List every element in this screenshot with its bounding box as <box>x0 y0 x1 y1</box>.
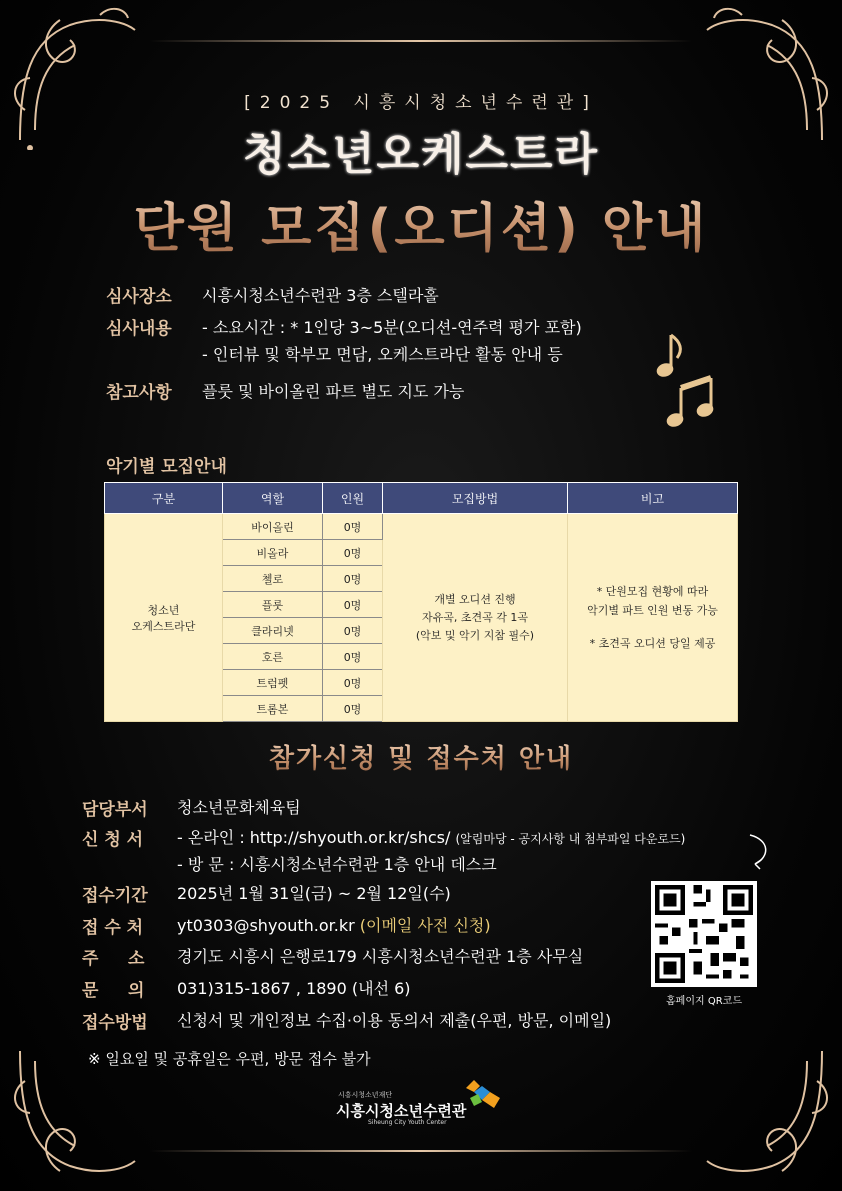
role-cell: 트럼펫 <box>223 670 323 696</box>
instrument-section-heading: 악기별 모집안내 <box>106 457 227 477</box>
form-online-note: (알림마당 - 공지사항 내 첨부파일 다운로드) <box>455 832 686 846</box>
remark-line3: * 초견곡 오디션 당일 제공 <box>589 637 716 650</box>
qr-code-icon[interactable] <box>651 881 757 987</box>
method-label: 접수방법 <box>82 1013 148 1033</box>
count-cell: 0명 <box>323 514 383 540</box>
count-cell: 0명 <box>323 696 383 722</box>
content-row <box>106 314 582 364</box>
logo-english-text: Siheung City Youth Center <box>368 1119 447 1126</box>
place-label: 접 수 처 <box>82 918 144 938</box>
role-cell: 클라리넷 <box>223 618 323 644</box>
count-cell: 0명 <box>323 592 383 618</box>
remark-line1: * 단원모집 현황에 따라 <box>596 585 709 598</box>
role-cell: 호른 <box>223 644 323 670</box>
curved-arrow-icon <box>745 832 775 872</box>
role-cell: 트롬본 <box>223 696 323 722</box>
reference-row <box>106 378 465 403</box>
content-line2: - 인터뷰 및 학부모 면담, 오케스트라단 활동 안내 등 <box>202 345 563 364</box>
role-cell: 비올라 <box>223 540 323 566</box>
role-cell: 플룻 <box>223 592 323 618</box>
bottom-divider <box>150 1150 692 1152</box>
closed-days-notice: ※ 일요일 및 공휴일은 우편, 방문 접수 불가 <box>88 1050 371 1068</box>
dept-value: 청소년문화체육팀 <box>177 798 301 817</box>
remark-line2: 악기별 파트 인원 변동 가능 <box>587 604 718 617</box>
col-header-category: 구분 <box>105 483 223 514</box>
top-divider <box>150 40 692 42</box>
count-cell: 0명 <box>323 566 383 592</box>
place-email[interactable]: yt0303@shyouth.or.kr <box>177 916 355 935</box>
organization-logo <box>330 1078 520 1128</box>
method-line1: 개별 오디션 진행 <box>434 592 516 606</box>
group-label-line2: 오케스트라단 <box>131 619 196 633</box>
reference-value: 플룻 및 바이올린 파트 별도 지도 가능 <box>202 382 465 401</box>
address-label: 주 소 <box>82 949 145 969</box>
dept-label: 담당부서 <box>82 800 148 820</box>
form-online-value: - 온라인 : http://shyouth.or.kr/shcs/ <box>177 828 451 847</box>
inquiry-label: 문 의 <box>82 981 145 1001</box>
address-value: 경기도 시흥시 은행로179 시흥시청소년수련관 1층 사무실 <box>177 947 584 966</box>
logo-small-text: 시흥시청소년재단 <box>338 1091 393 1099</box>
logo-main-text: 시흥시청소년수련관 <box>336 1102 467 1120</box>
subtitle: [2025 시흥시청소년수련관] <box>244 93 598 113</box>
group-label-line1: 청소년 <box>147 603 180 617</box>
col-header-count: 인원 <box>323 483 383 514</box>
col-header-role: 역할 <box>223 483 323 514</box>
method-line2: 자유곡, 초견곡 각 1곡 <box>422 610 528 624</box>
role-cell: 바이올린 <box>223 514 323 540</box>
col-header-remark: 비고 <box>568 483 738 514</box>
method-row <box>82 1008 612 1033</box>
col-header-method: 모집방법 <box>383 483 568 514</box>
content-label: 심사내용 <box>106 319 172 339</box>
inquiry-row <box>82 976 411 1001</box>
method-value: 신청서 및 개인정보 수집·이용 동의서 제출(우편, 방문, 이메일) <box>177 1011 612 1030</box>
count-cell: 0명 <box>323 670 383 696</box>
dept-row <box>82 795 301 820</box>
role-cell: 첼로 <box>223 566 323 592</box>
content-line1: - 소요시간 : * 1인당 3~5분(오디션-연주력 평가 포함) <box>202 318 582 337</box>
period-value: 2025년 1월 31일(금) ~ 2월 12일(수) <box>177 884 451 903</box>
method-line3: (악보 및 악기 지참 필수) <box>415 628 535 642</box>
count-cell: 0명 <box>323 618 383 644</box>
place-line <box>177 913 491 936</box>
count-cell: 0명 <box>323 644 383 670</box>
remark-cell <box>568 514 738 722</box>
page-title: 청소년오케스트라 <box>242 129 600 180</box>
venue-label: 심사장소 <box>106 287 172 307</box>
address-row <box>82 944 584 969</box>
inquiry-value: 031)315-1867 , 1890 (내선 6) <box>177 979 411 998</box>
form-visit-value: - 방 문 : 시흥시청소년수련관 1층 안내 데스크 <box>177 855 497 874</box>
place-note: (이메일 사전 신청) <box>359 916 491 935</box>
form-row <box>82 825 686 874</box>
venue-row <box>106 282 439 307</box>
form-label: 신 청 서 <box>82 830 144 850</box>
venue-value: 시흥시청소년수련관 3층 스텔라홀 <box>202 286 439 305</box>
table-row <box>105 514 738 540</box>
corner-ornament-icon <box>702 1041 842 1191</box>
place-row <box>82 913 491 938</box>
page-title-sub: 단원 모집(오디션) 안내 <box>0 186 842 261</box>
group-cell <box>105 514 223 722</box>
period-label: 접수기간 <box>82 886 148 906</box>
period-row <box>82 881 451 906</box>
music-notes-icon <box>655 330 725 430</box>
instrument-table <box>104 482 738 722</box>
qr-caption: 홈페이지 QR코드 <box>666 996 742 1007</box>
application-heading: 참가신청 및 접수처 안내 <box>0 738 842 775</box>
logo-mark-icon <box>460 1078 506 1114</box>
reference-label: 참고사항 <box>106 383 172 403</box>
form-online-line <box>177 825 685 848</box>
method-cell <box>383 514 568 722</box>
count-cell: 0명 <box>323 540 383 566</box>
